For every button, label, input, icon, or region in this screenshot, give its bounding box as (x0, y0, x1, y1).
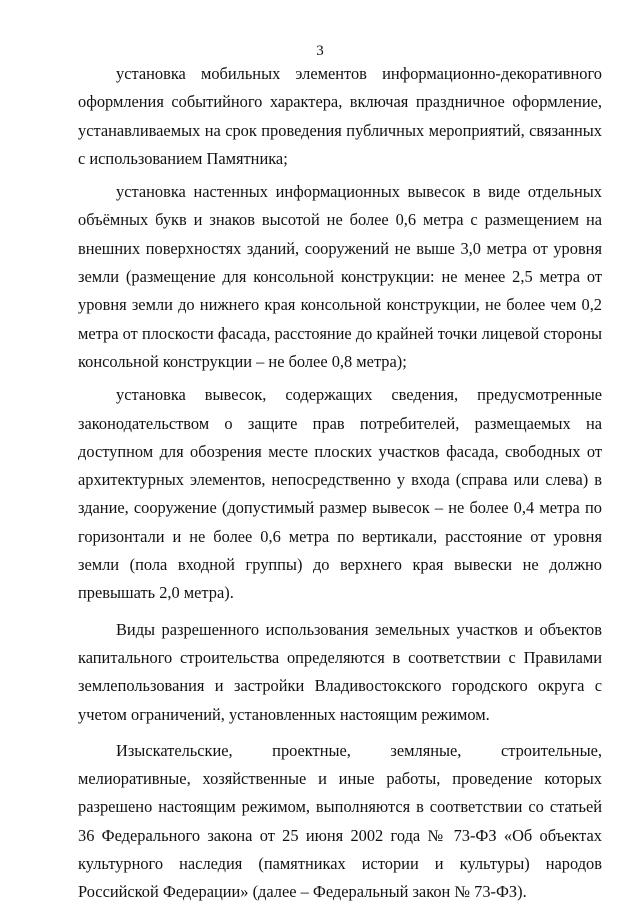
paragraph-wall-signs: установка настенных информационных вывесок в виде отдельных объёмных букв и знаков высотой не более 0,6 метра с размещением на внешних поверхностях зданий, сооружений не выше 3,0 метра от уровня земли (размещение для консольной конструкции: не менее 2,5 метра от уровня земли до нижнего края консольной конструкции, не более чем 0,2 метра от плоскости фасада, расстояние до крайней точки лицевой стороны консольной конструкции – не более 0,8 метра); (78, 182, 602, 371)
paragraph-permitted-land-use: Виды разрешенного использования земельных участков и объектов капитального строительства определяются в соответствии с Правилами землепользования и застройки Владивостокского городского округа с учетом ограничений, установленных настоящим режимом. (78, 619, 602, 724)
paragraph-consumer-info-signs: установка вывесок, содержащих сведения, предусмотренные законодательством о защите прав потребителей, размещаемых на доступном для обозрения месте плоских участков фасада, свободных от архитектурных элементов, непосредственно у входа (справа или слева) в здание, сооружение (допустимый размер вывесок – не более 0,4 метра по горизонтали и не более 0,6 метра по вертикали, расстояние от уровня земли (пола входной группы) до верхнего края вывески не должно превышать 2,0 метра). (78, 385, 602, 603)
paragraph-mobile-decorative-elements: установка мобильных элементов информационно-декоративного оформления событийного характера, включая праздничное оформление, устанавливаемых на срок проведения публичных мероприятий, связанных с использованием Памятника; (78, 64, 602, 168)
page-number: 3 (316, 43, 324, 59)
paragraph-construction-works: Изыскательские, проектные, земляные, строительные, мелиоративные, хозяйственные и иные работы, проведение которых разрешено настоящим режимом, выполняются в соответствии со статьей 36 Федерального закона от 25 июня 2002 года № 73-ФЗ «Об объектах культурного наследия (памятниках истории и культуры) народов Российской Федерации» (далее – Федеральный закон № 73-ФЗ). (78, 740, 602, 902)
document-body (78, 60, 602, 907)
